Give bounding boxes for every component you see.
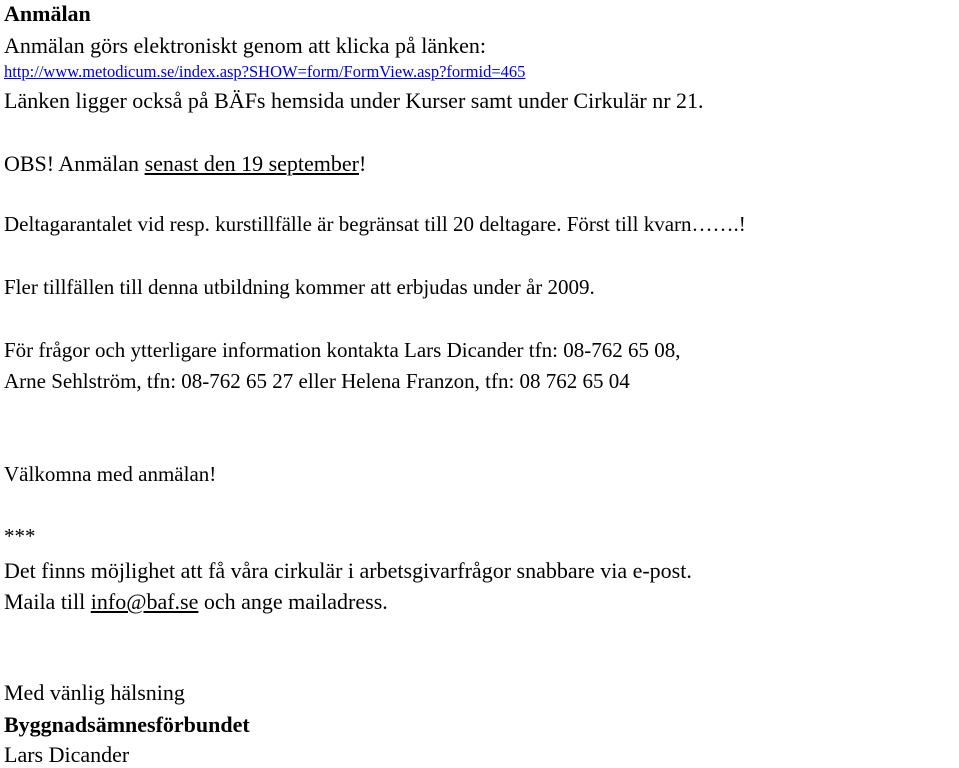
section-heading: Anmälan [4, 1, 91, 26]
intro-text: Anmälan görs elektroniskt genom att klicka på länken: [4, 33, 487, 58]
capacity-text: Deltagarantalet vid resp. kurstillfälle är begränsat till 20 deltagare. Först till kvarn…….! [4, 212, 746, 236]
contact-line-1: För frågor och ytterligare information kontakta Lars Dicander tfn: 08-762 65 08, [4, 338, 681, 362]
newsletter-suffix: och ange mailadress. [198, 589, 388, 614]
deadline-notice [4, 153, 366, 175]
closing-text: Med vänlig hälsning [4, 680, 185, 705]
signature-name: Lars Dicander [4, 742, 130, 767]
email-link[interactable]: info@baf.se [90, 589, 199, 614]
newsletter-line-2 [4, 591, 388, 613]
deadline-suffix: ! [359, 151, 367, 176]
welcome-text: Välkomna med anmälan! [4, 462, 217, 486]
newsletter-line-1: Det finns möjlighet att få våra cirkulär i arbetsgivarfrågor snabbare via e-post. [4, 558, 692, 583]
contact-line-2: Arne Sehlström, tfn: 08-762 65 27 eller Helena Franzon, tfn: 08 762 65 04 [4, 369, 630, 393]
link-info-text: Länken ligger också på BÄFs hemsida under Kurser samt under Cirkulär nr 21. [4, 88, 704, 113]
deadline-date: senast den 19 september [144, 151, 359, 176]
separator-stars: *** [4, 524, 36, 548]
organization-name: Byggnadsämnesförbundet [4, 712, 250, 737]
registration-link[interactable]: http://www.metodicum.se/index.asp?SHOW=form/FormView.asp?formid=465 [4, 62, 526, 81]
deadline-prefix: OBS! Anmälan [4, 151, 145, 176]
newsletter-prefix: Maila till [4, 589, 91, 614]
more-sessions-text: Fler tillfällen till denna utbildning kommer att erbjudas under år 2009. [4, 275, 595, 299]
